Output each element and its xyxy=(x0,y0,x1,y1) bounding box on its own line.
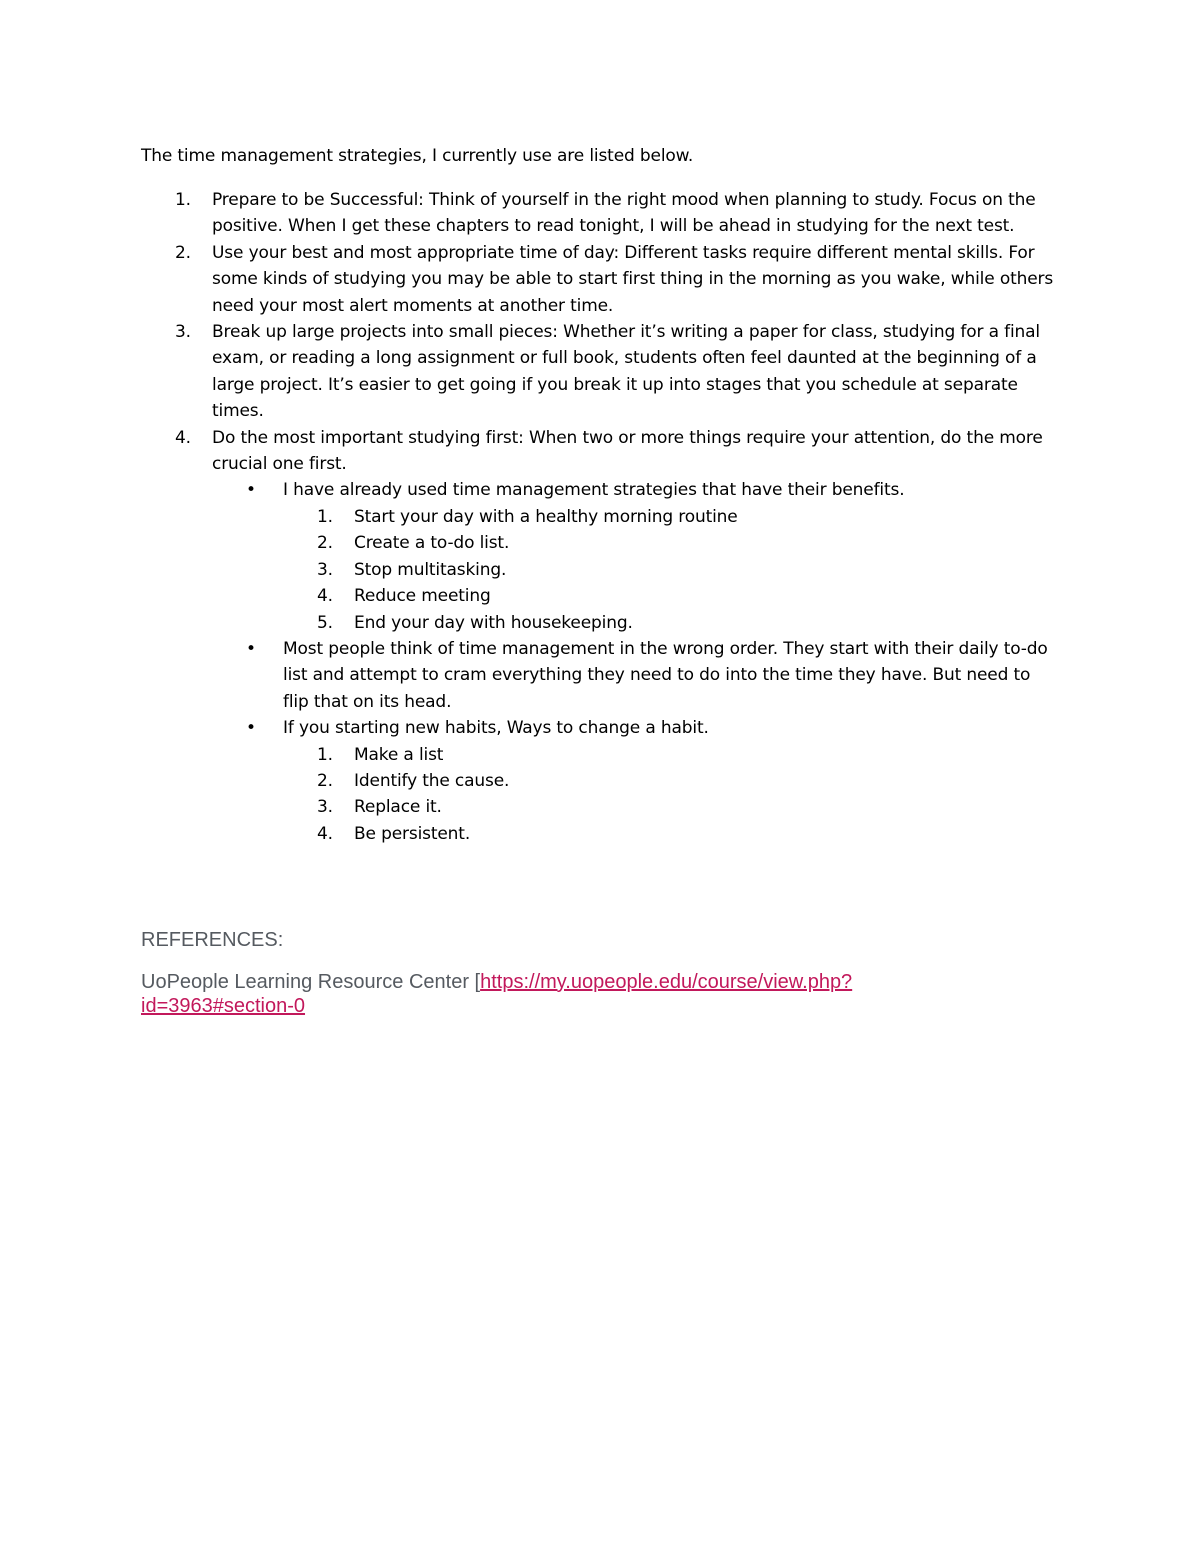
bullet-text: Most people think of time management in the wrong order. They start with their daily to-do list and attempt to cram everything they need to do into the time they have. But need to flip that on its head. xyxy=(283,638,1048,712)
strategy-text: Prepare to be Successful: Think of yourself in the right mood when planning to study. Focus on the positive. When I get these chapters to read tonight, I will be ahead in studying for the next test. xyxy=(212,190,1036,237)
list-number: 4. xyxy=(175,427,191,448)
sub-item-text: Start your day with a healthy morning routine xyxy=(354,506,738,527)
list-number: 2. xyxy=(175,242,191,263)
list-number: 1. xyxy=(317,744,333,765)
reference-link[interactable]: https://my.uopeople.edu/course/view.php?id=3963#section-0 xyxy=(141,971,853,1017)
sub-list-item xyxy=(283,821,1061,847)
sub-item-text: Be persistent. xyxy=(354,823,471,844)
bullet-icon: • xyxy=(246,638,256,659)
references-heading: REFERENCES: xyxy=(141,929,284,951)
list-number: 2. xyxy=(317,770,333,791)
sub-list-item xyxy=(283,768,1061,794)
list-number: 3. xyxy=(317,559,333,580)
sub-item-text: Stop multitasking. xyxy=(354,559,507,580)
list-number: 3. xyxy=(317,797,333,818)
bullet-text: I have already used time management strategies that have their benefits. xyxy=(283,480,905,501)
list-number: 5. xyxy=(317,612,333,633)
sub-list-item xyxy=(283,504,1061,530)
sub-item-text: Create a to-do list. xyxy=(354,533,510,554)
intro-paragraph: The time management strategies, I currently use are listed below. xyxy=(141,146,694,166)
strategy-item xyxy=(141,425,1061,848)
sub-list-item xyxy=(283,557,1061,583)
sub-item-text: Reduce meeting xyxy=(354,586,491,607)
habit-list xyxy=(283,504,1061,636)
bullet-icon: • xyxy=(246,718,256,739)
strategy-text: Use your best and most appropriate time of day: Different tasks require different mental skills. For some kinds of studying you may be able to start first thing in the morning as you wake, while others need your most alert moments at another time. xyxy=(212,242,1054,316)
habit-change-list xyxy=(283,742,1061,848)
benefits-bullet-list xyxy=(212,477,1061,847)
strategy-text: Break up large projects into small pieces: Whether it’s writing a paper for class, studying for a final exam, or reading a long assignment or full book, students often feel daunted at the beginning of a large project. It’s easier to get going if you break it up into stages that you schedule at separate times. xyxy=(212,322,1040,422)
list-number: 1. xyxy=(317,506,333,527)
bullet-item xyxy=(212,715,1061,847)
sub-list-item xyxy=(283,794,1061,820)
sub-list-item xyxy=(283,583,1061,609)
list-number: 4. xyxy=(317,586,333,607)
strategy-list xyxy=(141,187,1061,847)
sub-item-text: Identify the cause. xyxy=(354,770,510,791)
strategy-item xyxy=(141,319,1061,425)
sub-list-item xyxy=(283,610,1061,636)
strategy-item xyxy=(141,240,1061,319)
sub-item-text: Make a list xyxy=(354,744,444,765)
reference-entry xyxy=(141,970,941,1018)
reference-source: UoPeople Learning Resource Center [ xyxy=(141,971,481,993)
sub-item-text: End your day with housekeeping. xyxy=(354,612,633,633)
list-number: 1. xyxy=(175,190,191,210)
bullet-item xyxy=(212,636,1061,715)
sub-list-item xyxy=(283,742,1061,768)
bullet-text: If you starting new habits, Ways to change a habit. xyxy=(283,718,709,739)
bullet-item xyxy=(212,477,1061,635)
list-number: 4. xyxy=(317,823,333,844)
list-number: 3. xyxy=(175,322,191,343)
strategy-item xyxy=(141,187,1061,240)
sub-list-item xyxy=(283,530,1061,556)
bullet-icon: • xyxy=(246,480,256,501)
sub-item-text: Replace it. xyxy=(354,797,442,818)
strategy-text: Do the most important studying first: When two or more things require your attention, do the more crucial one first. xyxy=(212,427,1043,475)
references-section xyxy=(141,928,1061,1018)
list-number: 2. xyxy=(317,533,333,554)
